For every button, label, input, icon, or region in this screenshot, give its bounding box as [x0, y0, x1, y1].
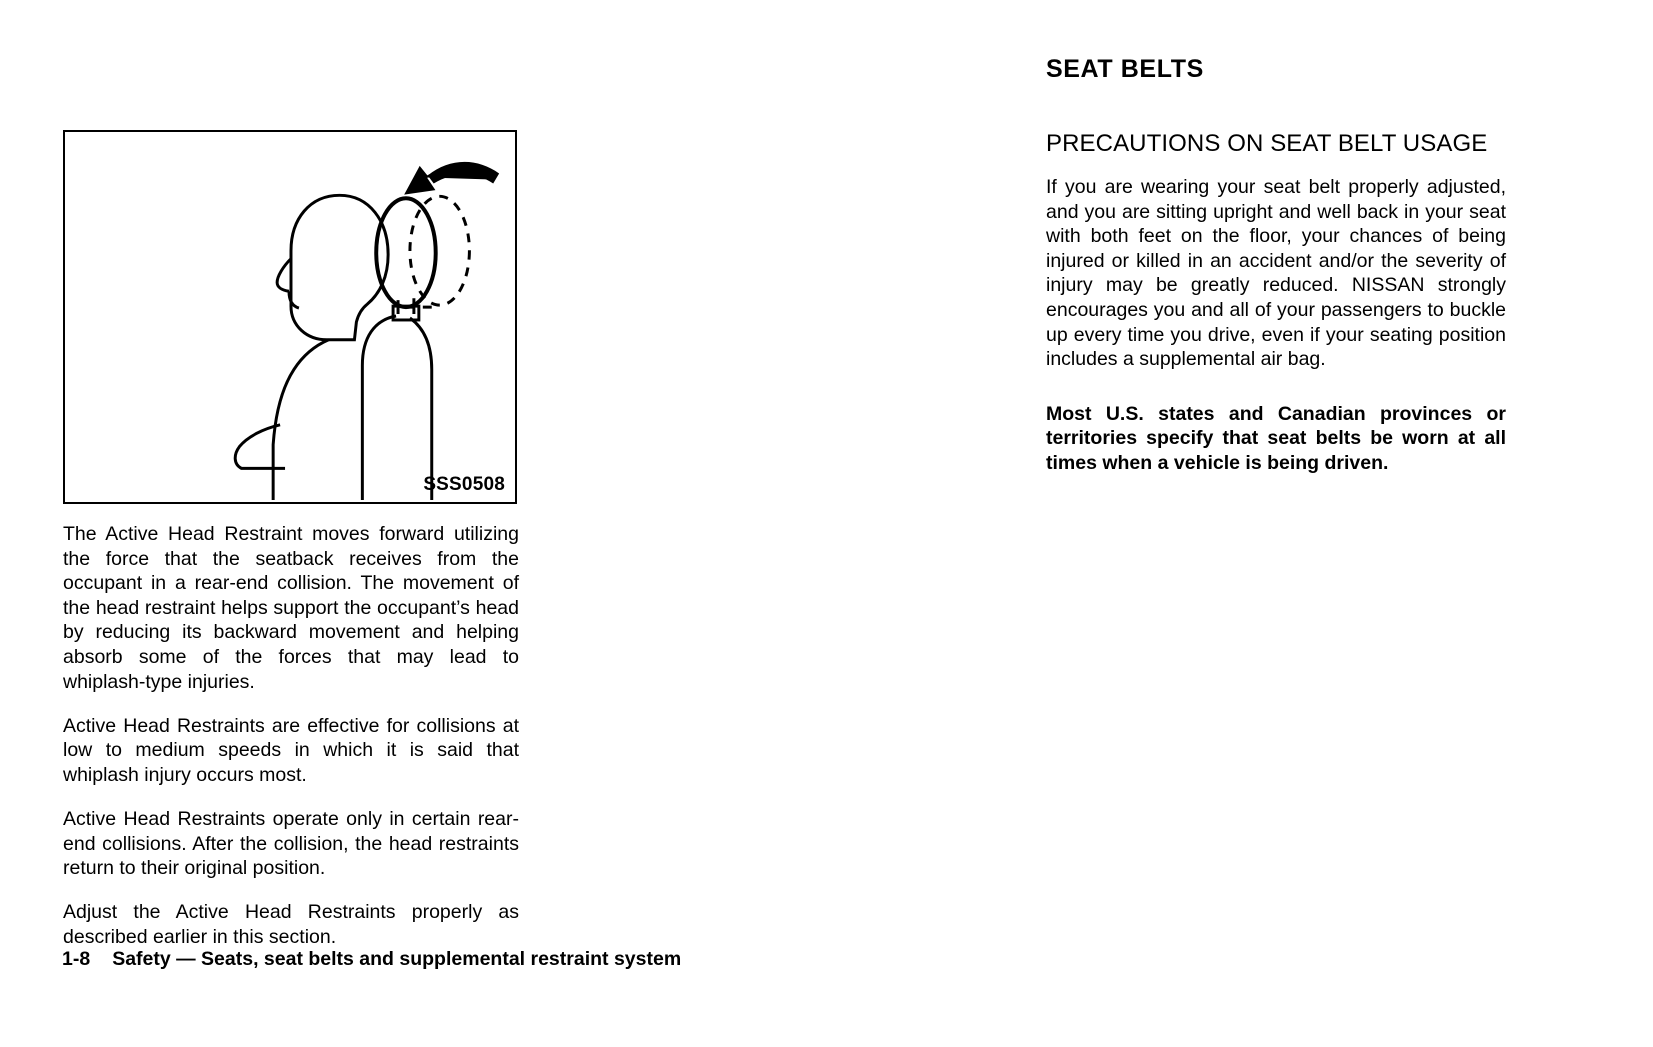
figure-active-head-restraint: [63, 130, 517, 504]
footer-page-number: 1-8: [62, 948, 91, 970]
subsection-title: PRECAUTIONS ON SEAT BELT USAGE: [1046, 130, 1488, 157]
footer-chapter-title: Safety — Seats, seat belts and supplemental restraint system: [112, 948, 682, 970]
right-column: [1046, 55, 1506, 496]
left-paragraph-4: Adjust the Active Head Restraints properly as described earlier in this section.: [63, 901, 519, 948]
figure-id-label: SSS0508: [423, 474, 505, 495]
left-column: [63, 130, 519, 969]
section-title: SEAT BELTS: [1046, 55, 1204, 83]
right-paragraph-bold: Most U.S. states and Canadian provinces or territories specify that seat belts be worn at all times when a vehicle is being driven.: [1046, 402, 1506, 474]
right-paragraph-1: If you are wearing your seat belt properly adjusted, and you are sitting upright and well back in your seat with both feet on the floor, your chances of being injured or killed in an accident and/or the severity of injury may be greatly reduced. NISSAN strongly encourages you and all of your passengers to buckle up every time you drive, even if your seating position includes a supplemental air bag.: [1046, 176, 1506, 371]
page-footer: [62, 948, 681, 971]
left-paragraph-2: Active Head Restraints are effective for collisions at low to medium speeds in which it is said that whiplash injury occurs most.: [63, 714, 519, 786]
left-paragraph-3: Active Head Restraints operate only in certain rear-end collisions. After the collision, the head restraints return to their original position.: [63, 807, 519, 880]
left-paragraph-1: The Active Head Restraint moves forward utilizing the force that the seatback receives from the occupant in a rear-end collision. The movement of the head restraint helps support the occupant’s head by reducing its backward movement and helping absorb some of the forces that may lead to whiplash-type injuries.: [63, 523, 519, 693]
head-restraint-illustration-icon: [65, 132, 515, 502]
